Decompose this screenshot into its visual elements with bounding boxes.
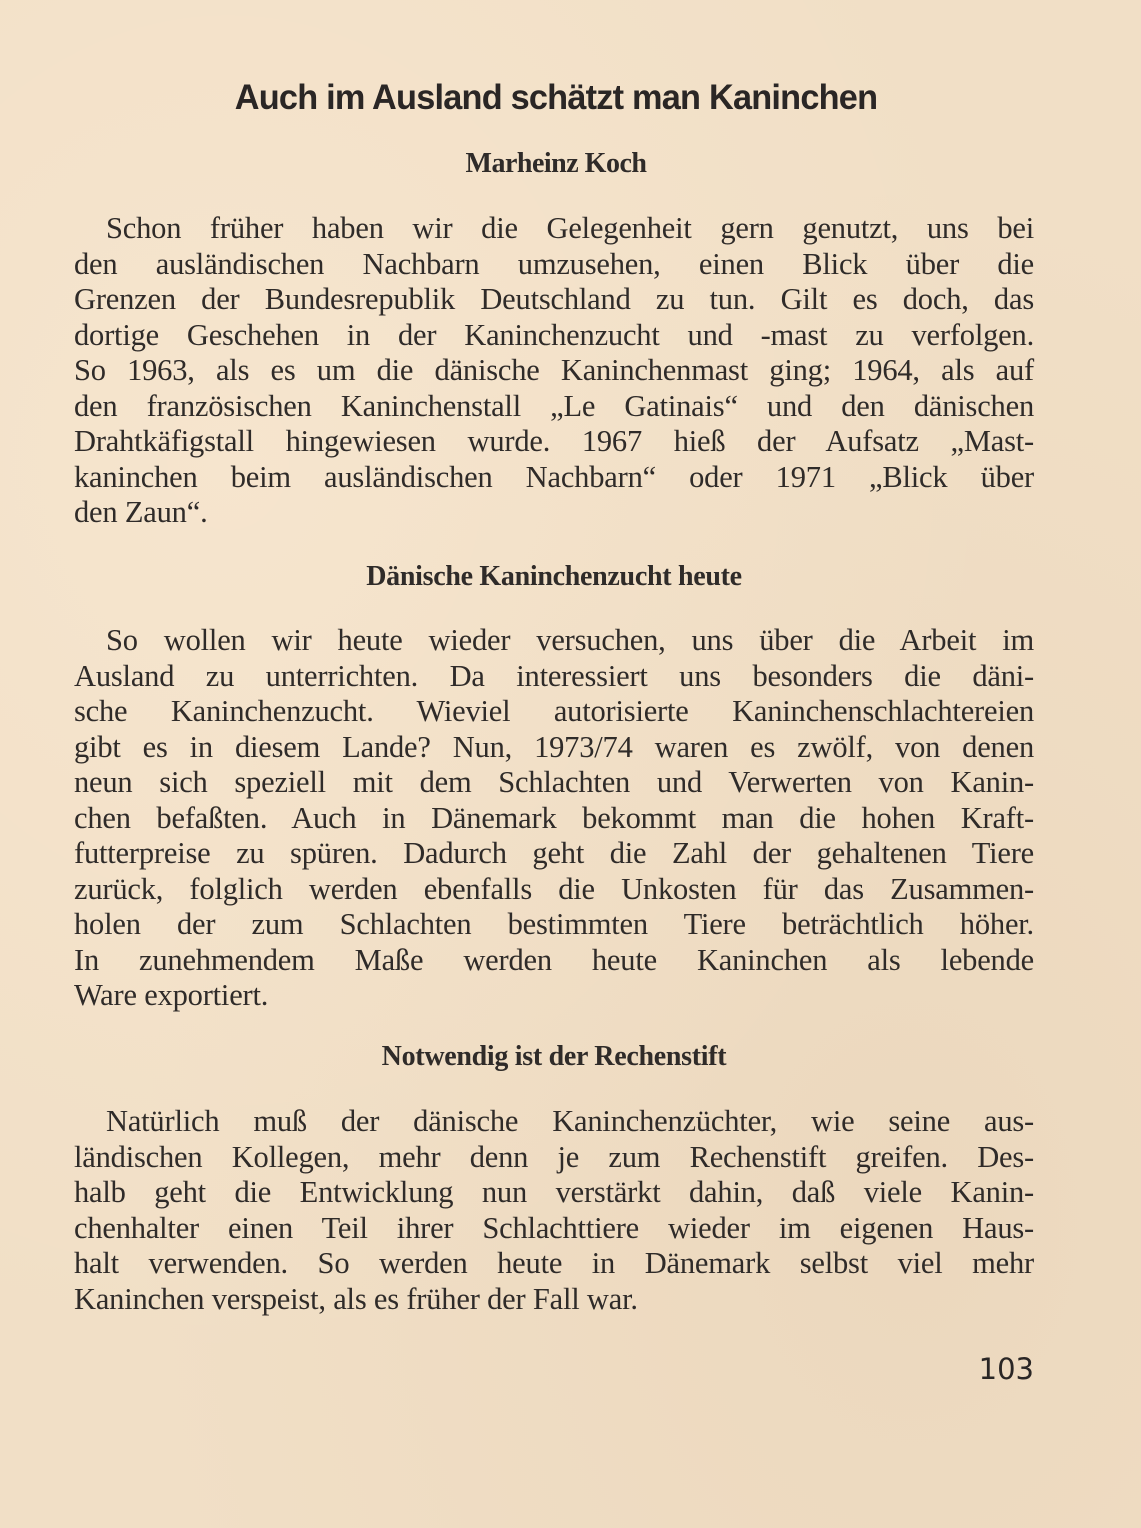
- text-line: Kaninchen verspeist, als es früher der Fall war.: [74, 1281, 638, 1316]
- text-line: chenhalter einen Teil ihrer Schlachttiere wieder im eigenen Haus-: [74, 1210, 1034, 1245]
- text-line: zurück, folglich werden ebenfalls die Unkosten für das Zusammen-: [74, 871, 1034, 906]
- subheading-danish-breeding: Dänische Kaninchenzucht heute: [366, 561, 742, 592]
- text-line: Schon früher haben wir die Gelegenheit gern genutzt, uns bei: [106, 211, 1034, 245]
- text-line: holen der zum Schlachten bestimmten Tiere beträchtlich höher.: [74, 907, 1034, 941]
- text-line: Ware exportiert.: [74, 978, 269, 1012]
- article-author: Marheinz Koch: [465, 148, 647, 179]
- text-line: halt verwenden. So werden heute in Dänemark selbst viel mehr: [74, 1246, 1034, 1280]
- subheading-calculation: Notwendig ist der Rechenstift: [381, 1041, 727, 1072]
- paragraph-intro: [74, 211, 1034, 531]
- book-page: [74, 0, 1034, 1528]
- text-line: Ausland zu unterrichten. Da interessiert uns besonders die däni-: [74, 658, 1034, 693]
- text-line: kaninchen beim ausländischen Nachbarn“ oder 1971 „Blick über: [74, 459, 1034, 494]
- text-line: Natürlich muß der dänische Kaninchenzüchter, wie seine aus-: [106, 1104, 1034, 1138]
- text-line: halb geht die Entwicklung nun verstärkt dahin, daß viele Kanin-: [74, 1175, 1034, 1209]
- text-line: sche Kaninchenzucht. Wieviel autorisierte Kaninchenschlachtereien: [74, 694, 1034, 728]
- text-line: Grenzen der Bundesrepublik Deutschland zu tun. Gilt es doch, das: [74, 282, 1034, 316]
- text-line: dortige Geschehen in der Kaninchenzucht und -mast zu verfolgen.: [74, 317, 1034, 352]
- text-line: chen befaßten. Auch in Dänemark bekommt man die hohen Kraft-: [74, 800, 1034, 835]
- text-line: futterpreise zu spüren. Dadurch geht die Zahl der gehaltenen Tiere: [74, 836, 1034, 870]
- paragraph-calculation: [74, 1104, 1034, 1317]
- text-line: Drahtkäfigstall hingewiesen wurde. 1967 hieß der Aufsatz „Mast-: [74, 424, 1034, 458]
- text-line: In zunehmendem Maße werden heute Kaninchen als lebende: [74, 942, 1034, 977]
- text-line: den ausländischen Nachbarn umzusehen, einen Blick über die: [74, 246, 1034, 281]
- article-title: Auch im Ausland schätzt man Kaninchen: [234, 78, 878, 117]
- page-number: 103: [978, 1352, 1034, 1386]
- text-line: So wollen wir heute wieder versuchen, uns über die Arbeit im: [106, 623, 1034, 657]
- text-line: ländischen Kollegen, mehr denn je zum Rechenstift greifen. Des-: [74, 1139, 1034, 1174]
- text-line: gibt es in diesem Lande? Nun, 1973/74 waren es zwölf, von denen: [74, 729, 1034, 764]
- text-line: den französischen Kaninchenstall „Le Gatinais“ und den dänischen: [74, 388, 1034, 423]
- text-line: den Zaun“.: [74, 495, 208, 529]
- paragraph-danish-breeding: [74, 623, 1034, 1014]
- text-line: neun sich speziell mit dem Schlachten und Verwerten von Kanin-: [74, 765, 1034, 799]
- text-line: So 1963, als es um die dänische Kaninchenmast ging; 1964, als auf: [74, 353, 1034, 387]
